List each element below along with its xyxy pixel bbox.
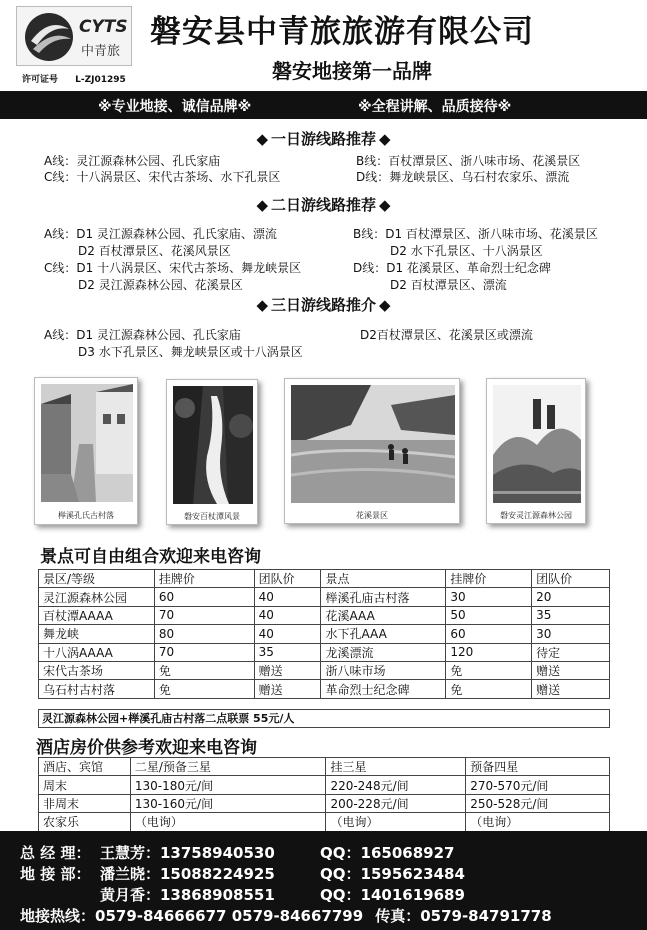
- diamond-icon: ◆: [379, 196, 391, 214]
- table-cell: 60: [154, 588, 254, 606]
- table-cell: 非周末: [39, 794, 131, 812]
- license-number: L-ZJ01295: [75, 75, 126, 85]
- cyts-logo: [16, 6, 132, 66]
- table-header-cell: 团队价: [532, 570, 610, 588]
- table-cell: 乌石村古村落: [39, 680, 155, 698]
- photo-caption: 磐安灵江源森林公园: [500, 511, 572, 520]
- qq-number: 165068927: [360, 844, 455, 862]
- photo-village: [34, 377, 138, 525]
- attractions-heading: 景点可自由组合欢迎来电咨询: [40, 547, 261, 567]
- table-header-cell: 挂三星: [326, 758, 466, 776]
- table-cell: 革命烈士纪念碑: [321, 680, 446, 698]
- table-cell: 赠送: [254, 680, 321, 698]
- route-item: A线：D1 灵江源森林公园、孔氏家庙: [44, 328, 241, 342]
- village-photo-icon: [41, 384, 133, 502]
- table-cell: 百杖潭AAAA: [39, 606, 155, 624]
- waterfall-photo-icon: [173, 386, 253, 504]
- table-cell: 赠送: [532, 661, 610, 679]
- photo-caption: 花溪景区: [356, 511, 388, 520]
- forest-park-photo-icon: [493, 385, 581, 503]
- table-cell: 35: [532, 606, 610, 624]
- contact-row: 总 经 理： 王慧芳：13758940530 QQ：165068927: [20, 844, 455, 862]
- table-cell: 120: [446, 643, 532, 661]
- table-cell: 60: [446, 625, 532, 643]
- table-cell: 30: [532, 625, 610, 643]
- route-item: D2 百杖潭景区、漂流: [390, 278, 507, 292]
- table-cell: 250-528元/间: [466, 794, 610, 812]
- banner-bar: [0, 91, 647, 119]
- phone-number: 15088224925: [160, 865, 275, 883]
- photo-caption: 磐安百杖潭风景: [184, 512, 240, 521]
- logo-cn-text: 中青旅: [81, 44, 121, 59]
- table-cell: 周末: [39, 776, 131, 794]
- table-row: [39, 643, 610, 661]
- route-item: C线：十八涡景区、宋代古茶场、水下孔景区: [44, 170, 281, 184]
- diamond-icon: ◆: [256, 130, 268, 148]
- diamond-icon: ◆: [256, 196, 268, 214]
- table-header-cell: 挂牌价: [446, 570, 532, 588]
- route-item: D2百杖潭景区、花溪景区或漂流: [360, 328, 533, 342]
- contact-row: 黄月香：13868908551 QQ：1401619689: [100, 886, 465, 904]
- cyts-swirl-icon: [23, 11, 75, 63]
- attractions-table: [38, 569, 610, 699]
- table-cell: 70: [154, 643, 254, 661]
- table-header-cell: 预备四星: [466, 758, 610, 776]
- table-cell: 榉溪孔庙古村落: [321, 588, 446, 606]
- route-item: B线：百杖潭景区、浙八味市场、花溪景区: [356, 154, 581, 168]
- table-header-cell: 景点: [321, 570, 446, 588]
- table-cell: 40: [254, 606, 321, 624]
- table-header-row: [39, 570, 610, 588]
- table-cell: （电询）: [466, 813, 610, 831]
- table-cell: 赠送: [532, 680, 610, 698]
- route-item: D2 百杖潭景区、花溪风景区: [78, 244, 231, 258]
- table-cell: 龙溪漂流: [321, 643, 446, 661]
- route-item: B线：D1 百杖潭景区、浙八味市场、花溪景区: [353, 227, 598, 241]
- hotels-table: [38, 757, 610, 832]
- license-line: [22, 72, 140, 85]
- one-day-title: ◆ 一日游线路推荐 ◆: [256, 130, 391, 148]
- table-cell: 宋代古茶场: [39, 661, 155, 679]
- table-row: [39, 588, 610, 606]
- phone-number: 13868908551: [160, 886, 275, 904]
- table-cell: 270-570元/间: [466, 776, 610, 794]
- table-cell: 50: [446, 606, 532, 624]
- table-cell: 农家乐: [39, 813, 131, 831]
- table-cell: 十八涡AAAA: [39, 643, 155, 661]
- table-row: [39, 794, 610, 812]
- table-cell: 免: [154, 661, 254, 679]
- combo-ticket-note: 灵江源森林公园+榉溪孔庙古村落二点联票 55元/人: [38, 709, 610, 728]
- table-header-cell: 酒店、宾馆: [39, 758, 131, 776]
- fax-label: 传真：: [375, 907, 421, 925]
- photo-caption: 榉溪孔氏古村落: [58, 511, 114, 520]
- table-cell: 30: [446, 588, 532, 606]
- table-cell: 浙八味市场: [321, 661, 446, 679]
- table-cell: 35: [254, 643, 321, 661]
- river-photo-icon: [291, 385, 455, 503]
- fax-number: 0579-84791778: [420, 907, 552, 925]
- table-cell: 130-160元/间: [130, 794, 326, 812]
- license-label: 许可证号: [22, 75, 59, 85]
- table-cell: 40: [254, 625, 321, 643]
- table-row: [39, 813, 610, 831]
- table-cell: 待定: [532, 643, 610, 661]
- table-cell: 80: [154, 625, 254, 643]
- table-cell: （电询）: [326, 813, 466, 831]
- three-day-title: ◆ 三日游线路推介 ◆: [256, 296, 391, 314]
- route-item: D2 水下孔景区、十八涡景区: [390, 244, 543, 258]
- table-cell: 220-248元/间: [326, 776, 466, 794]
- table-cell: 灵江源森林公园: [39, 588, 155, 606]
- hotline-row: [20, 905, 552, 926]
- table-cell: 舞龙峡: [39, 625, 155, 643]
- contact-footer: [0, 831, 647, 930]
- route-item: D3 水下孔景区、舞龙峡景区或十八涡景区: [78, 345, 303, 359]
- banner-left: ※专业地接、诚信品牌※: [98, 99, 252, 115]
- table-header-row: [39, 758, 610, 776]
- table-cell: 70: [154, 606, 254, 624]
- table-header-cell: 景区/等级: [39, 570, 155, 588]
- table-header-cell: 二星/预备三星: [130, 758, 326, 776]
- table-cell: 免: [154, 680, 254, 698]
- hotels-heading: 酒店房价供参考欢迎来电咨询: [36, 738, 257, 758]
- phone-number: 13758940530: [160, 844, 275, 862]
- table-cell: （电询）: [130, 813, 326, 831]
- table-row: [39, 680, 610, 698]
- table-row: [39, 625, 610, 643]
- photo-river: [284, 378, 460, 524]
- qq-number: 1401619689: [360, 886, 465, 904]
- table-cell: 130-180元/间: [130, 776, 326, 794]
- hotline-label: 地接热线：: [20, 907, 96, 925]
- photo-forest: [486, 378, 586, 524]
- table-header-cell: 团队价: [254, 570, 321, 588]
- photo-waterfall: [166, 379, 258, 525]
- company-name: 磐安县中青旅旅游有限公司: [150, 14, 534, 50]
- logo-text: CYTS: [79, 17, 128, 37]
- route-item: A线：D1 灵江源森林公园、孔氏家庙、漂流: [44, 227, 277, 241]
- table-cell: 花溪AAA: [321, 606, 446, 624]
- page-header: [0, 0, 647, 88]
- two-day-title: ◆ 二日游线路推荐 ◆: [256, 196, 391, 214]
- route-item: D线：D1 花溪景区、革命烈士纪念碑: [353, 261, 551, 275]
- table-cell: 水下孔AAA: [321, 625, 446, 643]
- diamond-icon: ◆: [256, 296, 268, 314]
- route-item: A线：灵江源森林公园、孔氏家庙: [44, 154, 221, 168]
- table-cell: 20: [532, 588, 610, 606]
- route-item: D线：舞龙峡景区、乌石村农家乐、漂流: [356, 170, 570, 184]
- banner-right: ※全程讲解、品质接待※: [358, 99, 512, 115]
- table-cell: 免: [446, 661, 532, 679]
- table-cell: 200-228元/间: [326, 794, 466, 812]
- slogan: 磐安地接第一品牌: [272, 59, 432, 83]
- diamond-icon: ◆: [379, 296, 391, 314]
- contact-row: 地 接 部： 潘兰晓：15088224925 QQ：1595623484: [20, 865, 465, 883]
- table-cell: 免: [446, 680, 532, 698]
- route-item: D2 灵江源森林公园、花溪景区: [78, 278, 243, 292]
- table-row: [39, 661, 610, 679]
- diamond-icon: ◆: [379, 130, 391, 148]
- table-row: [39, 606, 610, 624]
- qq-number: 1595623484: [360, 865, 465, 883]
- table-cell: 赠送: [254, 661, 321, 679]
- hotline-numbers: 0579-84666677 0579-84667799: [95, 907, 364, 925]
- table-row: [39, 776, 610, 794]
- table-cell: 40: [254, 588, 321, 606]
- table-header-cell: 挂牌价: [154, 570, 254, 588]
- route-item: C线：D1 十八涡景区、宋代古茶场、舞龙峡景区: [44, 261, 302, 275]
